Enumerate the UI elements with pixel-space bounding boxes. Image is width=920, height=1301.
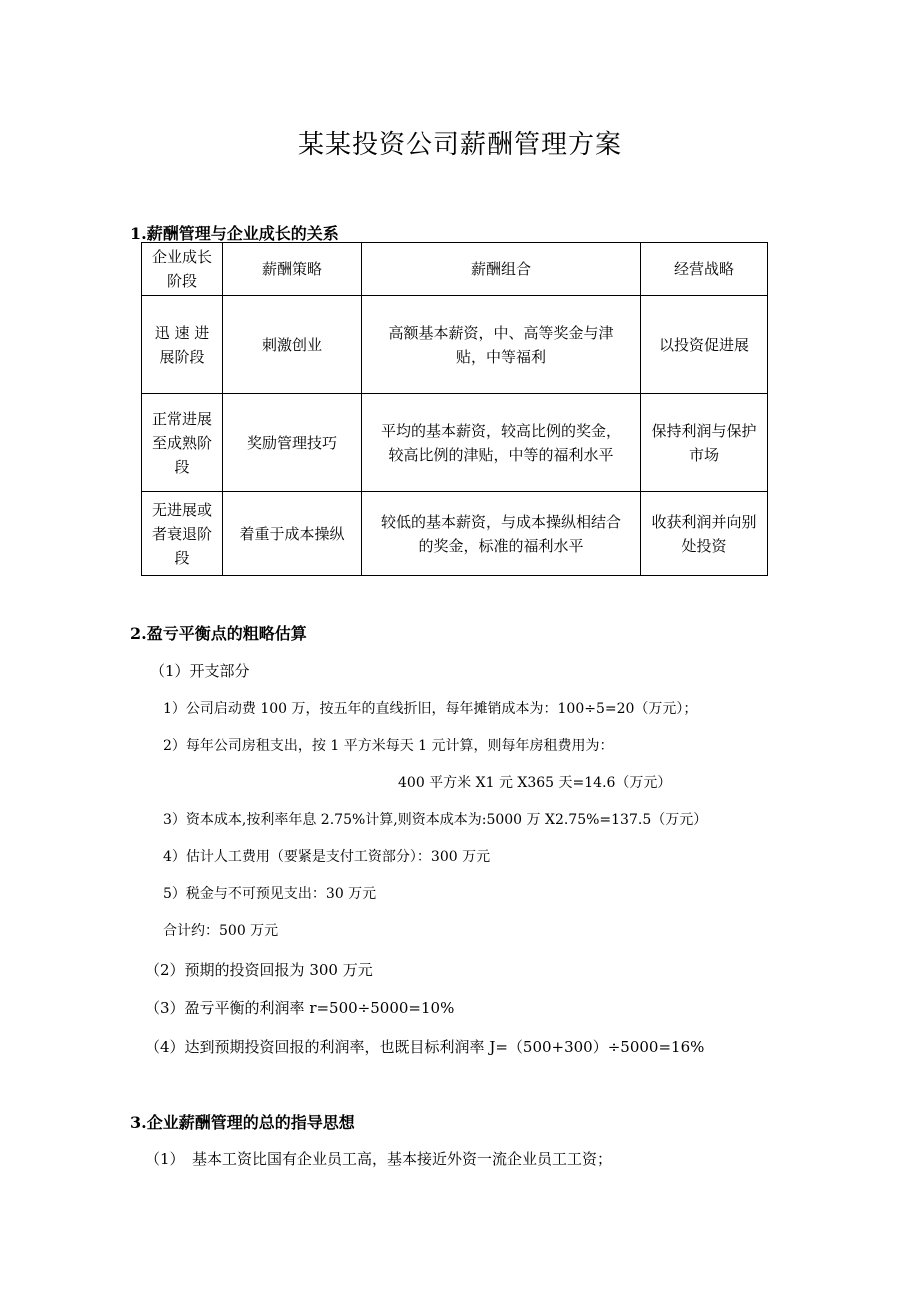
table-header-cell: 薪酬组合 (362, 243, 641, 296)
page-title: 某某投资公司薪酬管理方案 (297, 130, 622, 160)
table-row (142, 394, 768, 492)
expense-item: 5）税金与不可预见支出：30 万元 (163, 886, 377, 902)
table-row (142, 492, 768, 576)
expense-item: 2）每年公司房租支出，按 1 平方米每天 1 元计算，则每年房租费用为： (163, 738, 614, 754)
table-cell: 迅 速 进 展阶段 (142, 296, 223, 394)
table-cell: 奖励管理技巧 (223, 394, 362, 492)
table-cell: 正常进展 至成熟阶 段 (142, 394, 223, 492)
table-cell: 平均的基本薪资，较高比例的奖金， 较高比例的津贴，中等的福利水平 (362, 394, 641, 492)
table-cell: 高额基本薪资，中、高等奖金与津 贴，中等福利 (362, 296, 641, 394)
table-header-cell: 薪酬策略 (223, 243, 362, 296)
expense-item: 1）公司启动费 100 万，按五年的直线折旧，每年摊销成本为：100÷5=20（万元）； (163, 701, 698, 717)
table-cell: 较低的基本薪资，与成本操纵相结合 的奖金，标准的福利水平 (362, 492, 641, 576)
table-cell: 收获利润并向别 处投资 (641, 492, 768, 576)
expense-item: 4）估计人工费用（要紧是支付工资部分）：300 万元 (163, 849, 491, 865)
expense-item: 3）资本成本,按利率年息 2.75%计算,则资本成本为:5000 万 X2.75%=137.5（万元） (163, 812, 708, 828)
salary-growth-table (141, 242, 768, 576)
target-rate: （4）达到预期投资回报的利润率，也既目标利润率 J=（500+300）÷5000=16% (145, 1038, 705, 1056)
section-2-heading: 2.盈亏平衡点的粗略估算 (130, 624, 307, 643)
guideline-item: （1） 基本工资比国有企业员工高，基本接近外资一流企业员工工资； (145, 1150, 613, 1168)
expected-return: （2）预期的投资回报为 300 万元 (145, 961, 373, 979)
table-cell: 刺激创业 (223, 296, 362, 394)
table-header-cell: 企业成长 阶段 (142, 243, 223, 296)
section-1-heading: 1.薪酬管理与企业成长的关系 (130, 224, 339, 243)
table-header-cell: 经营战略 (641, 243, 768, 296)
table-header-row (142, 243, 768, 296)
breakeven-rate: （3）盈亏平衡的利润率 r=500÷5000=10% (145, 999, 455, 1017)
section-3-heading: 3.企业薪酬管理的总的指导思想 (130, 1113, 355, 1132)
rent-formula: 400 平方米 X1 元 X365 天=14.6（万元） (398, 775, 672, 791)
table-cell: 着重于成本操纵 (223, 492, 362, 576)
table-cell: 以投资促进展 (641, 296, 768, 394)
table-cell: 无进展或 者衰退阶 段 (142, 492, 223, 576)
expense-total: 合计约：500 万元 (163, 923, 279, 939)
expense-heading: （1）开支部分 (150, 662, 250, 680)
table-row (142, 296, 768, 394)
table-cell: 保持利润与保护 市场 (641, 394, 768, 492)
